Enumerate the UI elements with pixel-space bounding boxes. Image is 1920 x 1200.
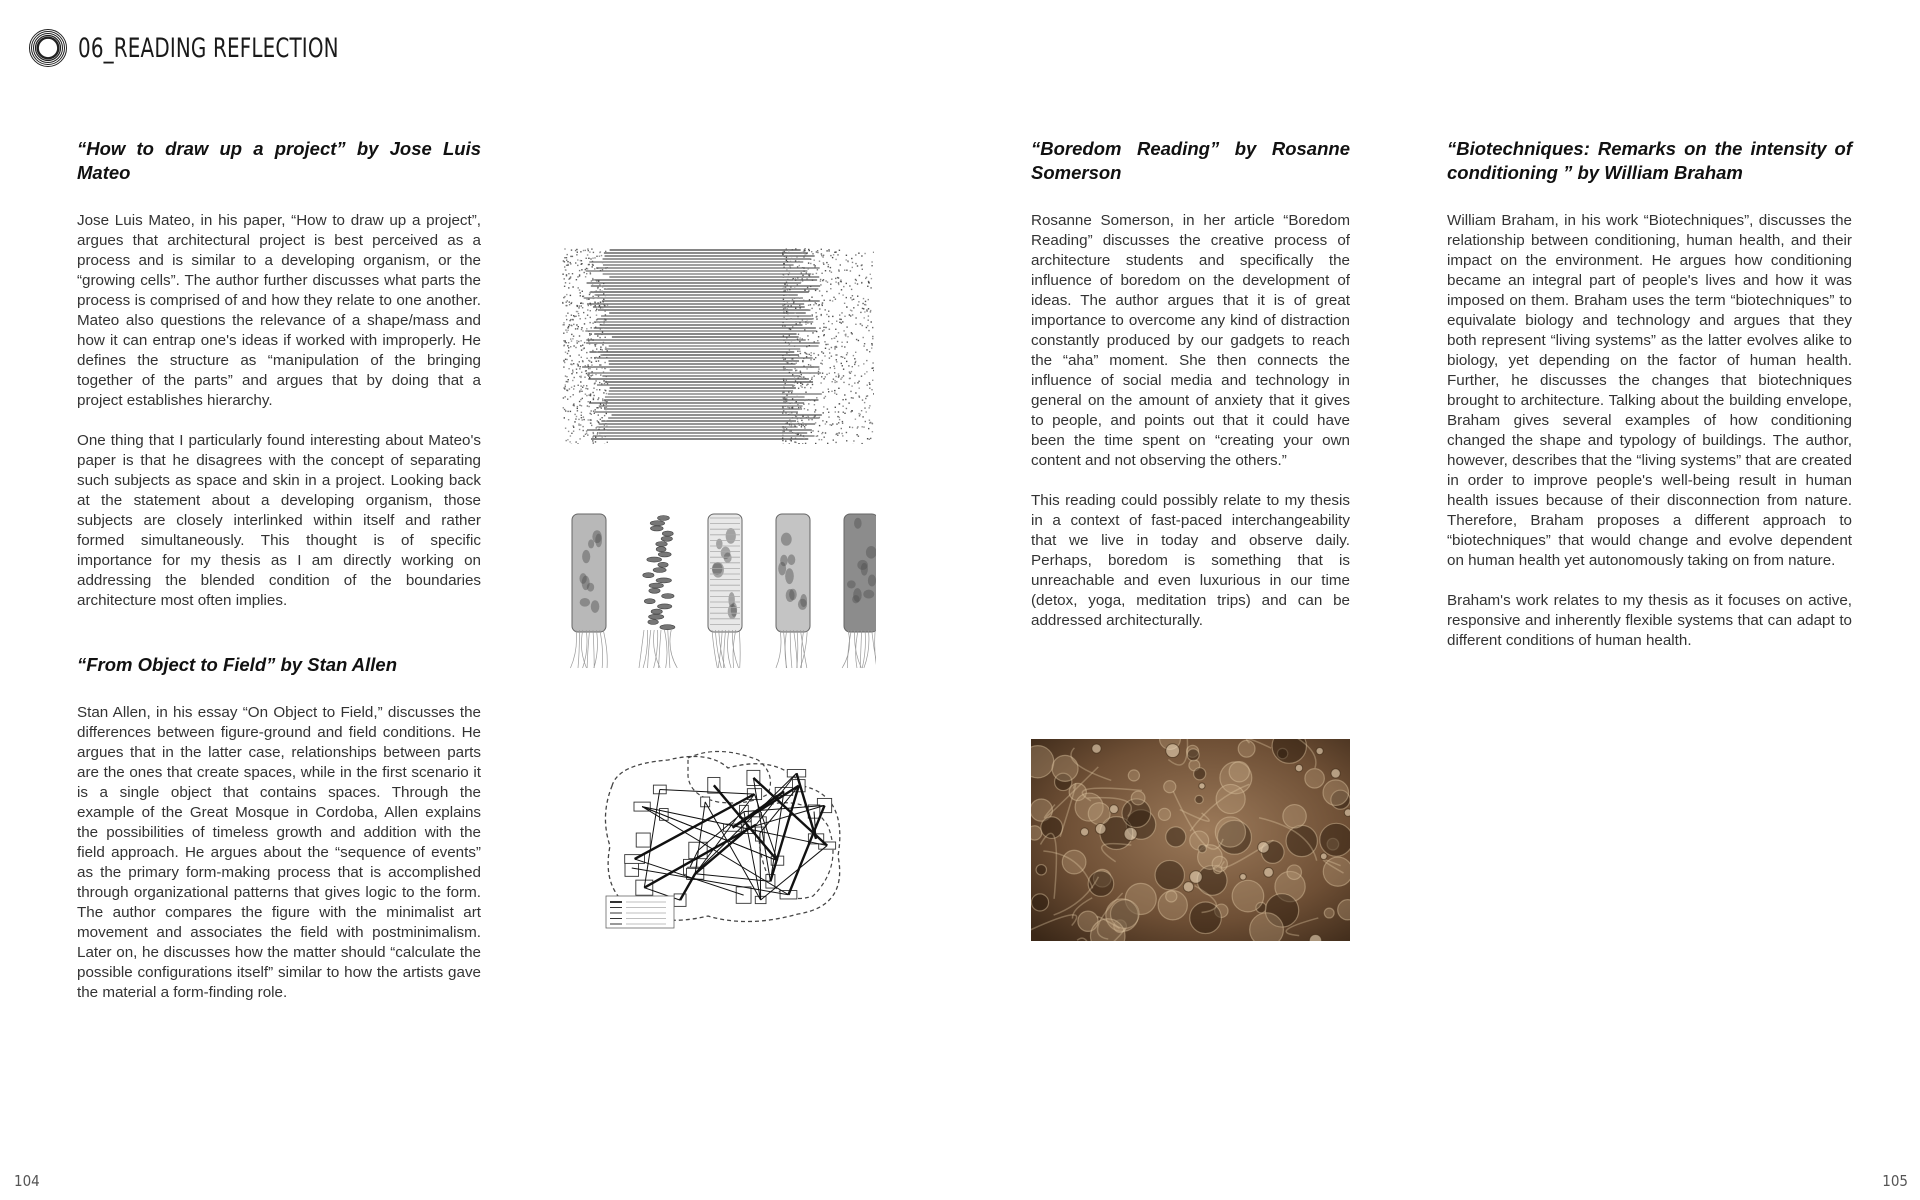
allen-heading: “From Object to Field” by Stan Allen: [77, 654, 398, 675]
somerson-paragraph-2: This reading could possibly relate to my thesis in a context of fast-paced interchangeability that we live in today and observe daily. Perhaps, boredom is something that is unreachable and even luxurious in our time (detox, yoga, meditation trips) and can be addressed architecturally.: [1031, 492, 1350, 629]
mateo-paragraph-1: Jose Luis Mateo, in his paper, “How to draw up a project”, argues that architectural project is best perceived as a process and is similar to a developing organism, or the “growing cells”. The author further discusses what parts the process is comprised of and how they relate to one another. Mateo also questions the relevance of a shape/mass and how it can entrap one's ideas if worked with improperly. He defines the structure as “manipulation of the bringing together of the parts” and argues that by doing that a project establishes hierarchy.: [77, 212, 481, 409]
braham-paragraph-1: William Braham, in his work “Biotechniques”, discusses the relationship between conditioning, human health, and their impact on the environment. He argues how conditioning became an integral part of people's lives and how it was imposed on them. Braham uses the term “biotechniques” to equivalate biology and technology and argues that they both represent “living systems” as the latter evolves alike to biology, yet depending on the factor of human health. Further, he discusses the changes that biotechniques brought to architecture. Talking about the building envelope, Braham gives several examples of how conditioning changed the shape and typology of buildings. The author, however, describes that the “living systems” that are created in order to improve people's well-being result in human health issues because of their disconnection from nature. Therefore, Braham proposes a different approach to “biotechniques” that would change and evolve dependent on human health yet autonomously taking on from nature.: [1447, 212, 1852, 569]
column-braham: [1447, 137, 1852, 651]
perforated-columns-figure: [566, 512, 876, 672]
mateo-paragraph-2: One thing that I particularly found interesting about Mateo's paper is that he disagrees with the concept of separating such subjects as space and skin in a project. Looking back at the statement about a developing organism, those subjects are closely interlinked within itself and rather formed simultaneously. This thought is of specific importance for my thesis as I am directly working on addressing the blended condition of the boundaries architecture most often implies.: [77, 432, 481, 609]
page-number-left: 104: [14, 1172, 40, 1190]
striped-gradient-figure: [562, 248, 874, 444]
braham-heading: “Biotechniques: Remarks on the intensity of conditioning ” by William Braham: [1447, 138, 1852, 183]
mateo-heading: “How to draw up a project” by Jose Luis Mateo: [77, 138, 481, 183]
column-mateo-allen: [77, 137, 481, 1003]
somerson-paragraph-1: Rosanne Somerson, in her article “Boredom Reading” discusses the creative process of architecture students and specifically the influence of boredom on the development of ideas. The author argues that it is of great importance to overcome any kind of distraction constantly produced by our gadgets to reach the “aha” moment. She then connects the influence of social media and technology in general on the amount of anxiety that it gives to people, and points out that it could have been the time spent on “creating your own content and not observing the others.”: [1031, 212, 1350, 469]
page-number-right: 105: [1882, 1172, 1908, 1190]
field-network-diagram: [598, 746, 854, 932]
allen-paragraph-1: Stan Allen, in his essay “On Object to Field,” discusses the differences between figure-ground and field conditions. He argues that in the latter case, relationships between parts are the ones that create spaces, while in the first scenario it is a single object that contains spaces. Through the example of the Great Mosque in Cordoba, Allen explains the possibilities of timeless growth and addition with the field approach. He argues about the “sequence of events” as the primary form-making process that is accomplished through organizational patterns that gives logic to the form. The author compares the figure with the minimalist art movement and associates the field with postminimalism. Later on, he discusses how the matter should “calculate the possible configurations itself” similar to how the artists gave the material a form-finding role.: [77, 704, 481, 1001]
braham-paragraph-2: Braham's work relates to my thesis as it focuses on active, responsive and inherently flexible systems that can adapt to different conditions of human health.: [1447, 592, 1852, 649]
column-somerson: [1031, 137, 1350, 631]
somerson-heading: “Boredom Reading” by Rosanne Somerson: [1031, 138, 1350, 183]
concentric-rings-icon: [28, 28, 68, 68]
cell-texture-photo: [1031, 739, 1350, 941]
section-title: 06_READING REFLECTION: [78, 32, 339, 64]
header: [28, 28, 396, 68]
